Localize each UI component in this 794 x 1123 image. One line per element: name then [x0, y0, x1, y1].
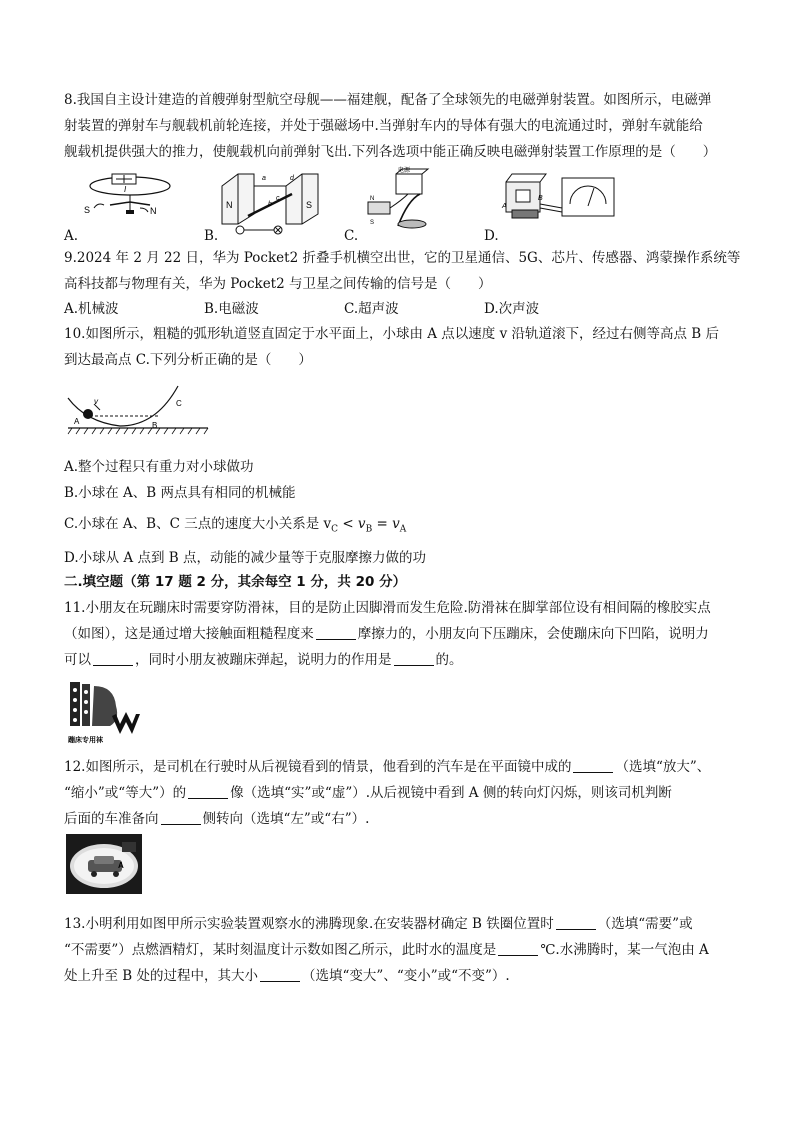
q9-option-b: B.电磁波 [204, 301, 259, 317]
q13-line-3 [64, 966, 510, 986]
q10-a-label: A [74, 417, 80, 426]
q12-line-2 [64, 783, 672, 803]
q8-b-b-label: b [268, 201, 272, 208]
section-2-title: 二.填空题（第 17 题 2 分，其余每空 1 分，共 20 分） [64, 574, 407, 590]
q11-line-2b: 摩擦力的，小朋友向下压蹦床，会使蹦床向下凹陷，说明力 [357, 626, 709, 642]
q11-line-2a: （如图），这是通过增大接触面粗糙程度来 [64, 626, 314, 642]
q10-b-label: B [152, 421, 158, 430]
q8-d-a-label: A [502, 203, 507, 210]
q13-line-2 [64, 940, 709, 960]
q10-line-2: 到达最高点 C.下列分析正确的是（ ） [64, 352, 312, 368]
q8-option-c: C. [344, 228, 359, 244]
q10-track-figure [66, 384, 216, 440]
q13-line-1b: （选填“需要”或 [597, 916, 693, 932]
q8-c-n-label: N [370, 196, 375, 202]
q10-option-a: A.整个过程只有重力对小球做功 [64, 459, 254, 475]
q11-blank-3[interactable] [394, 651, 434, 666]
q12-line-1a: 12.如图所示，是司机在行驶时从后视镜看到的情景，他看到的汽车是在平面镜中成的 [64, 759, 572, 775]
q8-option-d: D. [484, 228, 499, 244]
q13-blank-2[interactable] [498, 941, 538, 956]
q8-a-s-label: S [84, 205, 91, 215]
q8-option-a: A. [64, 228, 79, 244]
q8-b-s-label: S [306, 200, 313, 210]
q8-b-a-label: a [262, 175, 266, 182]
q8-b-c-label: c [276, 195, 280, 202]
q12-line-3 [64, 809, 369, 829]
q13-line-1a: 13.小明利用如图甲所示实验装置观察水的沸腾现象.在安装器材确定 B 铁圈位置时 [64, 916, 554, 932]
q12-line-3a: 后面的车准备向 [64, 811, 159, 827]
q10-formula-a-sub: A [399, 524, 407, 535]
q12-line-2a: “缩小”或“等大”）的 [64, 785, 187, 801]
q8-b-d-label: d [290, 175, 294, 182]
q8-figure-d [500, 164, 624, 230]
q8-line-1: 8.我国自主设计建造的首艘弹射型航空母舰——福建舰，配备了全球领先的电磁弹射装置。如图所示，电磁弹 [64, 92, 712, 108]
q8-b-n-label: N [226, 200, 233, 210]
q13-line-2a: “不需要”）点燃酒精灯，某时刻温度计示数如图乙所示，此时水的温度是 [64, 942, 497, 958]
q10-option-c [64, 514, 406, 540]
q10-v-label: v [94, 397, 98, 406]
q12-line-1b: （选填“放大”、 [615, 759, 711, 775]
q13-line-3a: 处上升至 B 处的过程中，其大小 [64, 968, 259, 984]
q8-line-3: 舰载机提供强大的推力，使舰载机向前弹射飞出.下列各选项中能正确反映电磁弹射装置工作原理的是（ ） [64, 144, 717, 160]
q8-figure-c [358, 166, 448, 232]
q8-c-power-label: 电源 [398, 168, 411, 174]
q12-blank-2[interactable] [188, 784, 228, 799]
q8-d-b-label: B [538, 195, 543, 202]
q9-option-d: D.次声波 [484, 301, 540, 317]
q10-line-1: 10.如图所示，粗糙的弧形轨道竖直固定于水平面上，小球由 A 点以速度 v 沿轨道滚下，经过右侧等高点 B 后 [64, 326, 720, 342]
q13-blank-3[interactable] [260, 967, 300, 982]
q11-sock-caption: 蹦床专用袜 [68, 737, 103, 744]
q9-option-c: C.超声波 [344, 301, 399, 317]
q10-option-b: B.小球在 A、B 两点具有相同的机械能 [64, 485, 296, 501]
q8-a-n-label: N [150, 206, 157, 216]
q13-line-3b: （选填“变大”、“变小”或“不变”）. [302, 968, 510, 984]
q12-blank-1[interactable] [573, 758, 613, 773]
q8-option-b: B. [204, 228, 219, 244]
q10-formula-lt: < v [338, 516, 366, 532]
q11-blank-1[interactable] [316, 625, 356, 640]
q12-mirror-figure [66, 834, 142, 894]
q8-a-current-label: I [124, 185, 127, 194]
q13-line-2b: ℃.水沸腾时，某一气泡由 A [540, 942, 709, 958]
q10-formula-c-sub: C [331, 524, 339, 535]
q9-option-a: A.机械波 [64, 301, 119, 317]
q12-blank-3[interactable] [161, 810, 201, 825]
q10-c-label: C [176, 399, 182, 408]
q12-line-2b: 像（选填“实”或“虚”）.从后视镜中看到 A 侧的转向灯闪烁，则该司机判断 [230, 785, 672, 801]
q12-line-1 [64, 757, 710, 777]
q11-blank-2[interactable] [93, 651, 133, 666]
q9-line-1: 9.2024 年 2 月 22 日，华为 Pocket2 折叠手机横空出世，它的卫星通信、5G、芯片、传感器、鸿蒙操作系统等 [64, 250, 741, 266]
q13-blank-1[interactable] [556, 915, 596, 930]
q12-mirror-a-label: A [118, 861, 124, 870]
q10-formula-b-sub: B [365, 524, 373, 535]
q8-line-2: 射装置的弹射车与舰载机前轮连接，并处于强磁场中.当弹射车内的导体有强大的电流通过时，弹射车就能给 [64, 118, 703, 134]
q11-line-3 [64, 650, 463, 670]
q10-option-d: D.小球从 A 点到 B 点，动能的减少量等于克服摩擦力做的功 [64, 550, 426, 566]
q8-figure-a [78, 168, 178, 226]
q8-figure-b [218, 166, 328, 236]
q13-line-1 [64, 914, 693, 934]
q11-line-1: 11.小朋友在玩蹦床时需要穿防滑袜，目的是防止因脚滑而发生危险.防滑袜在脚掌部位设有相间隔的橡胶实点 [64, 600, 711, 616]
q10-option-c-text: C.小球在 A、B、C 三点的速度大小关系是 v [64, 516, 332, 532]
q11-line-3a: 可以 [64, 652, 91, 668]
q11-line-3b: ，同时小朋友被蹦床弹起，说明力的作用是 [135, 652, 392, 668]
q10-formula-eq: = v [372, 516, 400, 532]
q12-line-3b: 侧转向（选填“左”或“右”）. [202, 811, 370, 827]
q8-c-s-label: S [370, 220, 375, 226]
q9-line-2: 高科技都与物理有关，华为 Pocket2 与卫星之间传输的信号是（ ） [64, 276, 492, 292]
q11-line-2 [64, 624, 709, 644]
q11-sock-figure [66, 676, 144, 746]
q11-line-3c: 的。 [435, 652, 463, 668]
